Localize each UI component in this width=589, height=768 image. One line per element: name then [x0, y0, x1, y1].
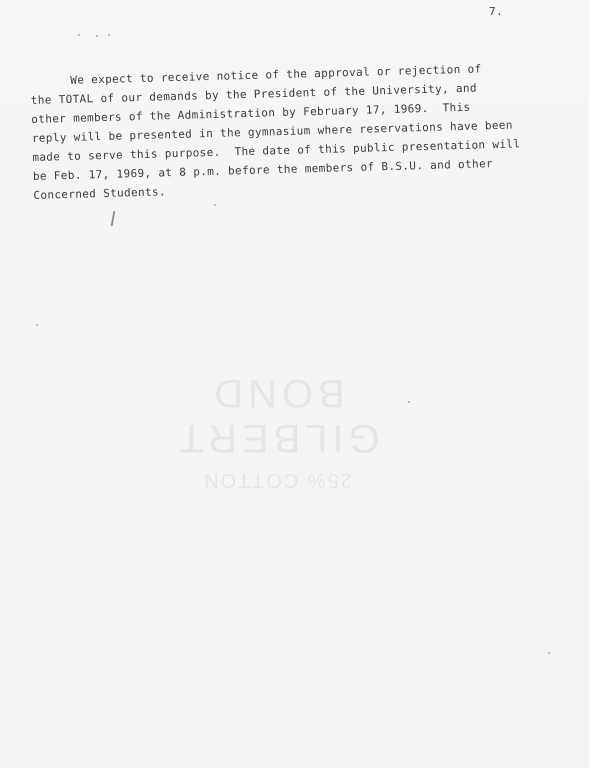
page-number: 7. [489, 5, 504, 18]
body-paragraph [30, 57, 564, 205]
paragraph-line: the TOTAL of our demands by the President of the University, and [30, 81, 478, 107]
pen-mark [111, 211, 116, 226]
paragraph-line: be Feb. 17, 1969, at 8 p.m. before the members of B.S.U. and other [32, 157, 494, 183]
watermark-top: 25% COTTON [202, 469, 352, 491]
paper-watermark [112, 370, 442, 491]
paragraph-line: other members of the Administration by February 17, 1969. This [31, 100, 471, 126]
paragraph-line: reply will be presented in the gymnasium where reservations have been [31, 118, 513, 145]
paragraph-line: made to serve this purpose. The date of this public presentation will [32, 137, 521, 164]
paragraph-line: Concerned Students. [33, 185, 167, 202]
paragraph-line: We expect to receive notice of the approval or rejection of [70, 62, 482, 87]
watermark-main: GILBERT BOND [174, 371, 380, 460]
